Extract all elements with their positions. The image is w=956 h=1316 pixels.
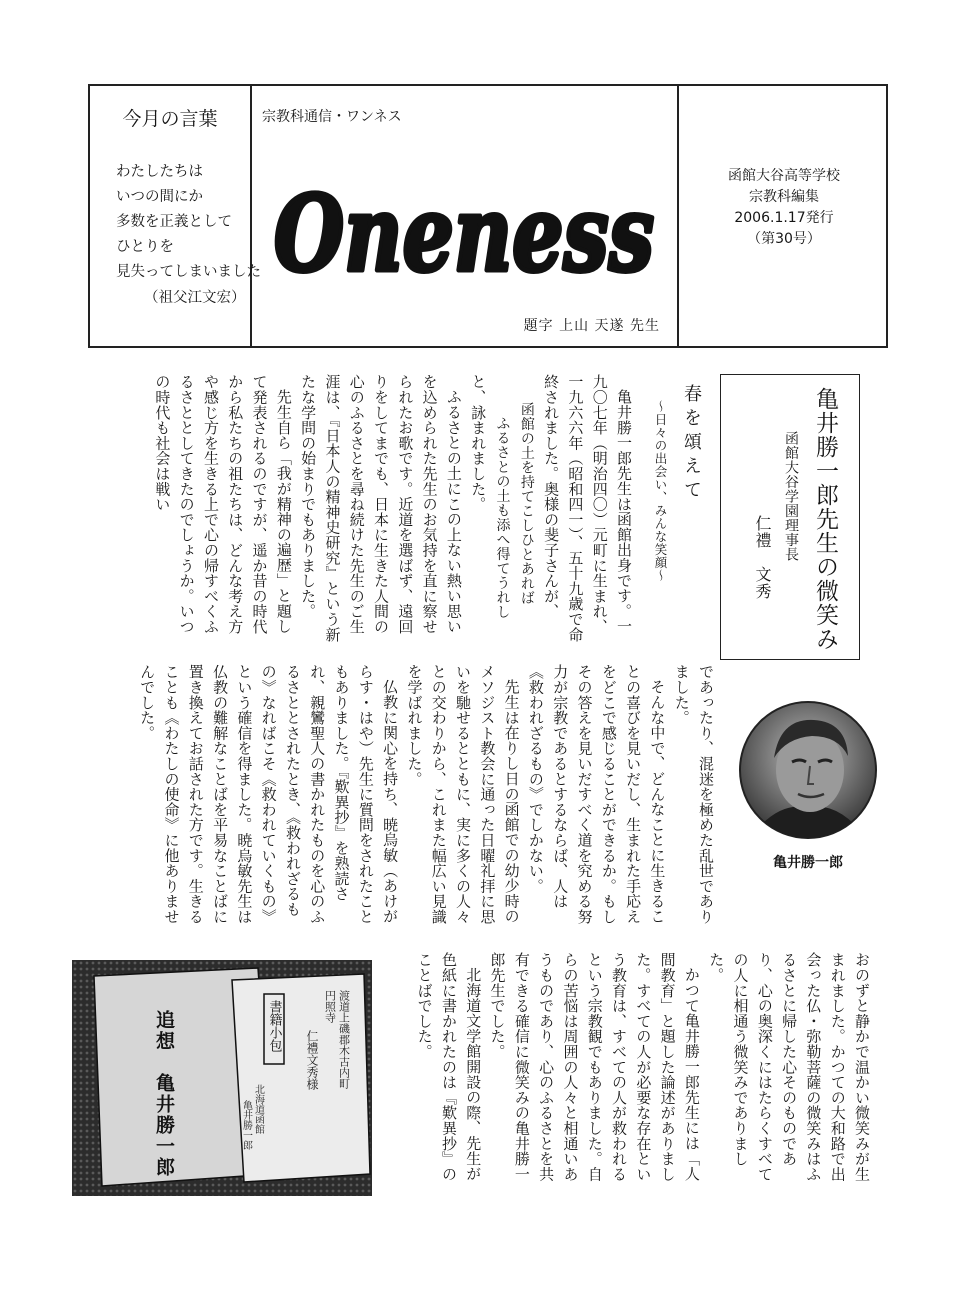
- article-body-middle: [88, 664, 718, 926]
- paragraph: かつて亀井勝一郎先生には「人間教育」と題した論述がありました。すべての人が必要な存在という教育は、すべての人が救われるという宗教観でもありました。自らの苦悩は周囲の人々と相通いあうものであり、心のふるさとを共有できる確信に微笑みの亀井勝一郎先生でした。: [488, 952, 701, 1182]
- paragraph: おのずと静かで温かい微笑みが生まれました。かつての大和路で出会った仏・弥勒菩薩の微笑みはふるさとに帰した心そのものであり、心の奥深くにはたらくすべての人に相通う微笑みでありました。: [707, 952, 871, 1182]
- article-title-box: [720, 374, 860, 660]
- parcel-recipient: 仁禮文秀様: [305, 1030, 319, 1090]
- quote-author: （祖父江文宏）: [144, 290, 246, 306]
- poem-line: ふるさとの土も添へ得てうれし: [494, 416, 511, 619]
- oneness-logo: [268, 170, 660, 294]
- book-and-parcel-photo: [72, 960, 372, 1196]
- masthead-box: [88, 84, 888, 348]
- paragraph: 北海道文学館開設の際、先生が色紙に書かれたのは『歎異抄』のことばでした。: [415, 952, 483, 1182]
- parcel-envelope: [232, 974, 370, 1182]
- author-organization: 函館大谷学園理事長: [783, 431, 799, 562]
- paragraph: であったり、混迷を極めた乱世でありました。: [672, 664, 715, 925]
- issue-date: 2006.1.17発行: [734, 210, 834, 226]
- paragraph: そんな中で、どんなことに生きることの喜びを見いだし、生まれた手応えをどこで感じることができるか。もしその答えを見いだすべく道を究める努力が宗教であるとするならば、人は《救われざるもの》でしかない。: [526, 664, 667, 925]
- quote-line: わたしたちは: [116, 164, 203, 180]
- article-body-bottom: [404, 952, 874, 1182]
- paragraph: ふるさとの土にこの上ない熱い思いを込められた先生のお気持を直に察せられたお歌です。近道を選ばず、遠回りをしてまでも、日本に生きた人間の心のふるさとを尋ね続けた先生のご生涯は、『日本人の精神史研究』という新たな学問の始まりでもありました。: [299, 374, 463, 642]
- portrait-photo: [738, 700, 878, 840]
- poem-line: 函館の土を持てこしひとあれば: [518, 402, 535, 605]
- paragraph: 仏教に関心を持ち、暁烏敏（あけがらす・はや）先生に質問をされたこともありました。『歎異抄』を熟読され、親鸞聖人の書かれたものを心のふるさととされたとき、《救われざるもの》なればこそ《救われていくもの》という確信を得ました。暁烏敏先生は仏教の難解なことばを平易なことばに置き換えてお話された方です。生きることも《わたしの使命》に他ありませんでした。: [138, 664, 400, 925]
- paragraph: 先生自ら「我が精神の遍歴」と題して発表されるのですが、遥か昔の時代から私たちの祖たちは、どんな考え方や感じ方を生きる上で心の帰すべくふるさととしてきたのでしょうか。いつの時代も社会は戦い: [153, 374, 293, 635]
- word-of-month-title: 今月の言葉: [122, 108, 218, 130]
- portrait-caption: 亀井勝一郎: [773, 855, 843, 871]
- issue-number: （第30号）: [747, 231, 821, 247]
- title-calligraphy-credit: 題字 上山 天遂 先生: [523, 318, 660, 334]
- parcel-sender: 亀井勝一郎: [240, 1100, 252, 1150]
- quote-line: 多数を正義として: [116, 214, 232, 230]
- section-heading: 春を頌えて: [681, 384, 702, 504]
- parcel-address: 渡道上磯郡木古内町: [337, 990, 351, 1089]
- school-name: 函館大谷高等学校: [728, 168, 840, 184]
- word-of-month-quote: [116, 160, 276, 285]
- paragraph: と、詠まれました。: [469, 374, 488, 512]
- paragraph: 亀井勝一郎先生は函館出身です。一九〇七年（明治四〇）元町に生まれ、一九六六年（昭和四一）、五十九歳で命終されました。奥様の斐子さんが、: [542, 374, 633, 642]
- logo-text: Oneness: [274, 172, 654, 294]
- parcel-sender: 北海道函館: [252, 1084, 264, 1134]
- publisher-info: [679, 166, 889, 250]
- article-title: 亀井勝一郎先生の微笑み: [812, 387, 838, 651]
- parcel-label: 書籍小包: [266, 1000, 282, 1052]
- author-name: 仁禮 文秀: [753, 515, 772, 600]
- quote-line: 見失ってしまいました: [116, 264, 261, 280]
- publication-subtitle: 宗教科通信・ワンネス: [262, 109, 402, 125]
- article-body-top: [88, 374, 636, 644]
- paragraph: 先生は在りし日の函館での幼少時のメソジスト教会に通った日曜礼拝に思いを馳せるとともに、実に多くの人々との交わりから、これまた幅広い見識を学ばれました。: [405, 664, 521, 925]
- section-subheading: 〜日々の出会い、みんな笑顔〜: [653, 400, 668, 582]
- parcel-address: 円照寺: [323, 990, 337, 1023]
- book-cover-title: 追想 亀井勝一郎: [153, 1010, 175, 1178]
- editor: 宗教科編集: [749, 189, 819, 205]
- quote-line: いつの間にか: [116, 189, 203, 205]
- quote-line: ひとりを: [116, 239, 174, 255]
